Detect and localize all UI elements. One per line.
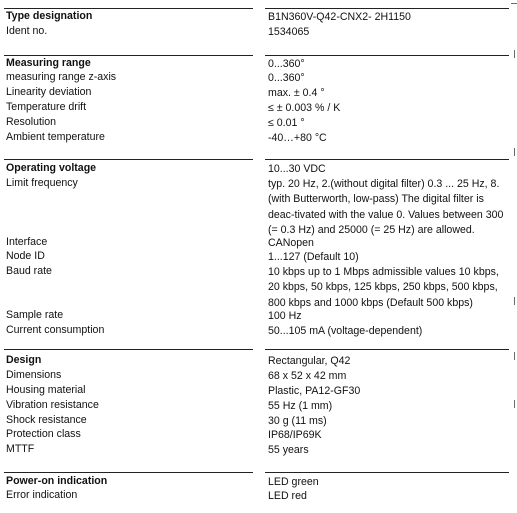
spec-label: MTTF	[6, 443, 35, 455]
spec-value: typ. 20 Hz, 2.(without digital filter) 0.3 ... 25 Hz, 8. (with Butterworth, low-pass) The digital filter is deac-tivated with the value 0. Values between 300 (= 0.3 Hz) and 25000 (= 25 Hz) are allowed.	[268, 178, 504, 236]
spec-label: measuring range z-axis	[6, 71, 117, 83]
spec-value: IP68/IP69K	[268, 429, 322, 441]
spec-value: 10...30 VDC	[268, 163, 326, 175]
spec-label: Dimensions	[6, 369, 62, 381]
spec-value: -40…+80 °C	[268, 132, 327, 144]
spec-value: max. ± 0.4 °	[268, 87, 325, 99]
spec-value: 1534065	[268, 26, 310, 38]
spec-value: B1N360V-Q42-CNX2- 2H1150	[268, 11, 411, 23]
spec-value: 55 Hz (1 mm)	[268, 400, 333, 412]
spec-value: 55 years	[268, 444, 309, 456]
spec-value: 10 kbps up to 1 Mbps admissible values 10 kbps, 20 kbps, 50 kbps, 125 kbps, 250 kbps, 500 kbps, 800 kbps and 1000 kbps (Default 500 kbps)	[268, 266, 499, 309]
spec-label: Current consumption	[6, 324, 105, 336]
crop-mark	[511, 3, 517, 4]
spec-label: Operating voltage	[6, 162, 97, 174]
section-divider	[265, 55, 509, 56]
spec-label: Temperature drift	[6, 101, 87, 113]
spec-label: Measuring range	[6, 57, 91, 69]
section-divider	[4, 349, 253, 350]
spec-label: Protection class	[6, 428, 81, 440]
crop-mark	[514, 400, 515, 408]
spec-label: Resolution	[6, 116, 57, 128]
spec-value: 0...360°	[268, 72, 305, 84]
crop-mark	[514, 148, 515, 156]
spec-value: 1...127 (Default 10)	[268, 251, 359, 263]
spec-label: Housing material	[6, 384, 86, 396]
spec-label: Ambient temperature	[6, 131, 105, 143]
spec-label: Linearity deviation	[6, 86, 92, 98]
spec-label: Baud rate	[6, 265, 52, 277]
spec-label: Shock resistance	[6, 414, 87, 426]
spec-value: LED green	[268, 476, 319, 488]
spec-label: Type designation	[6, 10, 93, 22]
crop-mark	[514, 50, 515, 58]
section-divider	[265, 8, 509, 9]
spec-value: LED red	[268, 490, 307, 502]
spec-value: CANopen	[268, 237, 314, 249]
spec-value: Plastic, PA12-GF30	[268, 385, 361, 397]
spec-value: 100 Hz	[268, 310, 302, 322]
section-divider	[265, 472, 509, 473]
spec-label: Node ID	[6, 250, 45, 262]
spec-value: ≤ 0.01 °	[268, 117, 305, 129]
spec-value: 30 g (11 ms)	[268, 415, 327, 427]
section-divider	[265, 349, 509, 350]
section-divider	[4, 55, 253, 56]
section-divider	[4, 159, 253, 160]
spec-value: 50...105 mA (voltage-dependent)	[268, 325, 423, 337]
spec-label: Sample rate	[6, 309, 64, 321]
spec-value: 0...360°	[268, 58, 305, 70]
spec-label: Interface	[6, 236, 48, 248]
section-divider	[4, 8, 253, 9]
spec-value: 68 x 52 x 42 mm	[268, 370, 347, 382]
spec-label: Error indication	[6, 489, 78, 501]
crop-mark	[514, 297, 515, 305]
section-divider	[4, 472, 253, 473]
spec-label: Limit frequency	[6, 177, 78, 189]
spec-label: Vibration resistance	[6, 399, 99, 411]
spec-label: Power-on indication	[6, 475, 108, 487]
crop-mark	[514, 352, 515, 360]
spec-label: Design	[6, 354, 42, 366]
spec-value: Rectangular, Q42	[268, 355, 351, 367]
section-divider	[265, 159, 509, 160]
spec-value: ≤ ± 0.003 % / K	[268, 102, 341, 114]
spec-label: Ident no.	[6, 25, 48, 37]
